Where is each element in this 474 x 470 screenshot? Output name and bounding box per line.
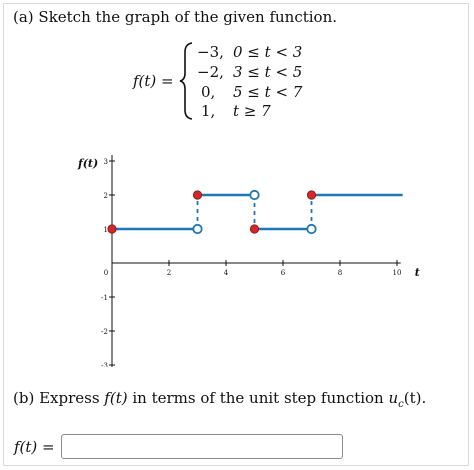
y-tick-label--1: -1 bbox=[101, 294, 108, 302]
closed-point-3 bbox=[250, 225, 258, 233]
closed-point-1 bbox=[108, 225, 116, 233]
closed-point-2 bbox=[193, 191, 201, 199]
part-b-middle: in terms of the unit step function bbox=[127, 389, 389, 407]
open-point-2 bbox=[250, 191, 258, 199]
piecewise-row-1-condition: 0 ≤ t < 3 bbox=[233, 43, 303, 61]
closed-point-4 bbox=[307, 191, 315, 199]
x-tick-label-0: 0 bbox=[103, 269, 109, 277]
x-tick-label-10: 10 bbox=[392, 269, 402, 277]
piecewise-row-3-value: 0, bbox=[201, 83, 216, 101]
x-tick-label-4: 4 bbox=[223, 269, 229, 277]
y-tick-label-3: 3 bbox=[103, 158, 108, 166]
part-b-function: f(t) bbox=[104, 389, 128, 407]
piecewise-row-3-condition: 5 ≤ t < 7 bbox=[233, 83, 303, 101]
y-axis-label: f(t) bbox=[78, 157, 99, 170]
y-tick-label--2: -2 bbox=[101, 328, 108, 336]
part-b-period: . bbox=[421, 389, 427, 407]
piecewise-definition bbox=[0, 0, 474, 130]
part-a-heading: (a) Sketch the graph of the given function. bbox=[13, 8, 338, 26]
function-lhs: f(t) = bbox=[133, 72, 174, 90]
x-tick-label-2: 2 bbox=[166, 269, 172, 277]
piecewise-row-4-condition: t ≥ 7 bbox=[233, 102, 271, 120]
x-axis-label: t bbox=[414, 266, 420, 279]
y-tick-label--3: -3 bbox=[101, 362, 108, 367]
step-function-graph bbox=[60, 145, 420, 367]
left-brace bbox=[179, 42, 195, 120]
part-b-prompt bbox=[13, 389, 426, 410]
part-b-prefix: (b) Express bbox=[13, 389, 105, 407]
unit-step-subscript: c bbox=[398, 399, 404, 410]
unit-step-symbol: u bbox=[388, 389, 399, 407]
x-tick-label-8: 8 bbox=[337, 269, 343, 277]
answer-input[interactable] bbox=[61, 434, 343, 459]
open-point-1 bbox=[193, 225, 201, 233]
piecewise-row-4-value: 1, bbox=[201, 102, 216, 120]
open-point-3 bbox=[307, 225, 315, 233]
answer-label: f(t) = bbox=[14, 438, 55, 456]
piecewise-row-1-value: −3, bbox=[197, 43, 224, 61]
y-tick-label-2: 2 bbox=[103, 192, 108, 200]
unit-step-argument: (t) bbox=[403, 389, 422, 407]
x-tick-label-6: 6 bbox=[280, 269, 286, 277]
piecewise-row-2-value: −2, bbox=[197, 63, 224, 81]
y-tick-label-1: 1 bbox=[103, 226, 108, 234]
piecewise-row-2-condition: 3 ≤ t < 5 bbox=[233, 63, 303, 81]
